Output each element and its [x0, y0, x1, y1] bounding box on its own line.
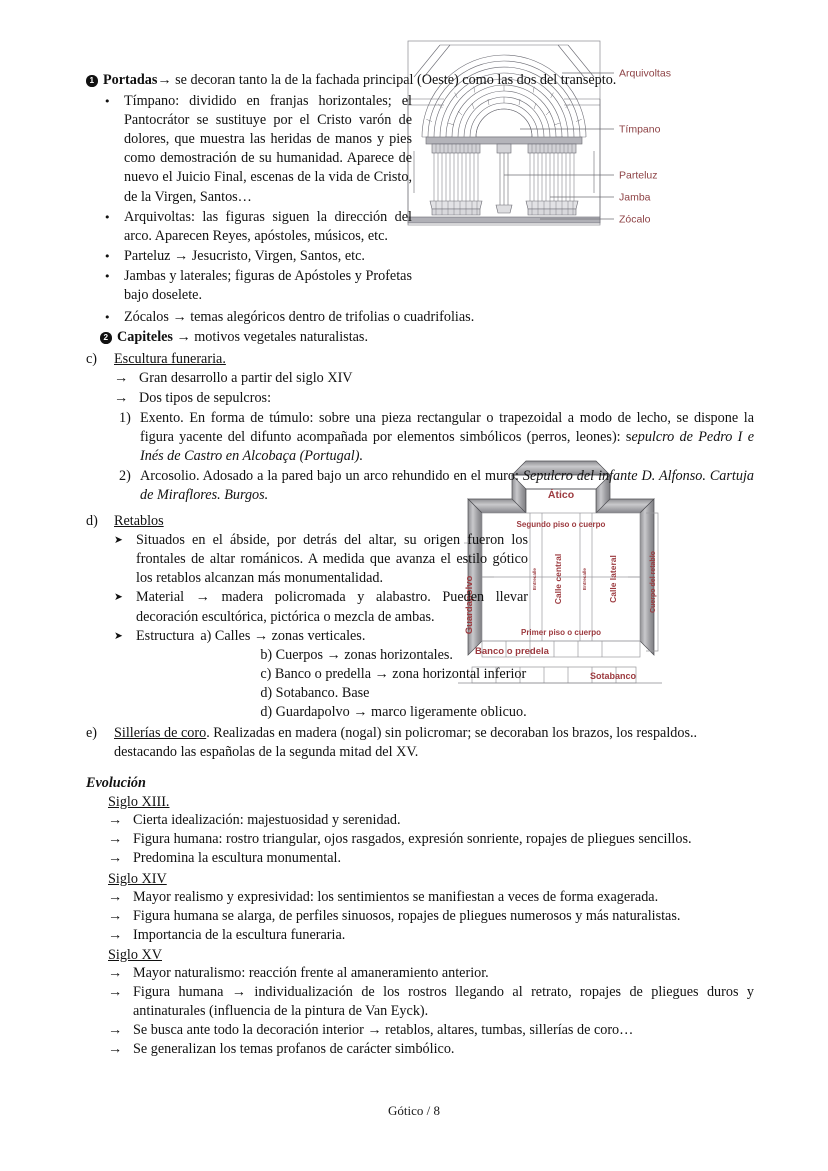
capiteles-title: Capiteles — [117, 329, 173, 346]
list-item-text: Figura humana se alarga, de perfiles sinuosos, ropajes de pliegues numerosos y más naturalistas. — [133, 907, 681, 924]
section-sillerias-text — [114, 724, 754, 762]
arrow-icon: → — [114, 389, 129, 406]
evolucion-heading-text: Siglo XIV — [108, 870, 167, 887]
list-item — [108, 830, 754, 849]
section-title — [114, 512, 754, 531]
list-item — [114, 588, 754, 626]
number-marker-1-icon — [86, 73, 103, 87]
evolucion-heading — [108, 871, 754, 888]
section-title-text: Sillerías de coro — [114, 725, 207, 742]
list-item-text: Se busca ante todo la decoración interior → retablos, altares, tumbas, sillerías de coro… — [133, 1022, 634, 1039]
retablo-label-cuerpo-retablo: Cuerpo del retablo — [650, 551, 657, 613]
list-item-text: Tímpano: dividido en franjas horizontales; el Pantocrátor se sustituye por el Cristo varón de dolores, que muestra las heridas de manos y pies como demostración de su humanidad. Aparece de nuevo el Juicio Final, escenas de la vida de Cristo, de la Virgen, Santos… — [124, 93, 412, 205]
list-item-text: Jambas y laterales; figuras de Apóstoles y Profetas bajo doselete. — [124, 267, 412, 304]
list-item-text — [140, 409, 754, 466]
retablo-label-banco: Banco o predela — [475, 646, 549, 657]
list-item-text: Situados en el ábside, por detrás del altar, su origen fueron los frontales de altar románicos. A medida que avanza el estilo gótico los retablos alcanzan más monumentalidad. — [136, 532, 528, 587]
arrowhead-bullet-icon: ➤ — [114, 591, 123, 604]
list-item — [108, 983, 754, 1021]
list-item-text: Figura humana: rostro triangular, ojos rasgados, expresión sonriente, ropajes de pliegues sencillos. — [133, 831, 692, 848]
portadas-arrow-icon: → — [157, 72, 172, 88]
list-item — [108, 1040, 754, 1059]
arrow-icon: → — [108, 831, 123, 848]
bullet-icon: • — [104, 95, 111, 109]
retablo-label-calle-central: Calle central — [553, 553, 563, 605]
list-item-text — [140, 467, 754, 505]
list-item-text-italic: epulcro de Pedro I e Inés de Castro en Alcobaça (Portugal). — [140, 428, 754, 464]
bullet-icon: • — [104, 249, 111, 263]
figure-label-parteluz: Parteluz — [619, 169, 658, 182]
list-item-text: Arquivoltas: las figuras siguen la dirección del arco. Aparecen Reyes, apóstoles, músicos, etc. — [124, 208, 412, 244]
list-item — [114, 369, 754, 388]
number-marker-2-value: 2 — [100, 332, 112, 344]
list-item-text: Zócalos → temas alegóricos dentro de trifolias o cuadrifolias. — [124, 309, 475, 326]
portadas-heading — [103, 71, 754, 90]
list-letter: e) — [86, 725, 98, 742]
portadas-title: Portadas — [103, 72, 158, 88]
list-item-text: Importancia de la escultura funeraria. — [133, 926, 346, 943]
evolucion-heading — [108, 947, 754, 964]
list-item — [86, 208, 754, 246]
estructura-item: a) Calles → zonas verticales. — [200, 627, 366, 644]
section-retablos — [86, 512, 754, 722]
section-title — [114, 350, 754, 369]
document-body — [86, 67, 754, 1059]
portadas-bullet-list — [86, 92, 754, 327]
list-item — [114, 389, 754, 408]
list-item — [108, 926, 754, 945]
arrow-icon: → — [108, 888, 123, 905]
list-item-text: Cierta idealización: majestuosidad y serenidad. — [133, 812, 401, 829]
arrow-icon: → — [108, 1041, 123, 1058]
evolucion-heading-text: Siglo XV — [108, 946, 162, 963]
evolucion-heading — [108, 794, 754, 811]
figure-label-jamba: Jamba — [619, 191, 651, 204]
list-item-estructura — [114, 627, 754, 722]
list-item-text: Figura humana → individualización de los rostros llegando al retrato, ropajes de pliegues duros y antinaturales (influencia de la pintura de Van Eyck). — [133, 983, 754, 1020]
bullet-icon: • — [104, 269, 111, 283]
section-title-text: Escultura funeraria. — [114, 351, 226, 368]
list-item-text-plain: Arcosolio. Adosado a la pared bajo un arco rehundido en el muro: — [140, 467, 523, 484]
retablo-label-guardapolvo: Guardapolvo — [464, 575, 475, 635]
section-title-text: Retablos — [114, 513, 164, 530]
list-item-text-plain: Exento. En forma de túmulo: sobre una pieza rectangular o trapezoidal a modo de lecho, se dispone la figura yacente del difunto acompañada por elementos simbólicos (perros, leones): s — [140, 409, 754, 445]
list-item — [114, 409, 754, 466]
list-item — [108, 849, 754, 868]
bullet-icon: • — [104, 311, 111, 325]
retablo-label-segundo-piso: Segundo piso o cuerpo — [516, 520, 606, 529]
bullet-icon: • — [104, 210, 111, 224]
retablo-label-atico: Ático — [547, 489, 575, 501]
section-sillerias-body: . Realizadas en madera (nogal) sin policromar; se decoraban los brazos, los respaldos.. destacando las españolas de la segunda mitad del XV. — [114, 725, 698, 761]
estructura-item: d) Sotabanco. Base — [260, 684, 370, 701]
page-footer: Gótico / 8 — [388, 1103, 440, 1118]
estructura-label: Estructura — [136, 627, 195, 644]
number-marker-1-value: 1 — [86, 75, 98, 87]
retablo-label-entrecalle-2: Entrecalle — [582, 568, 587, 590]
list-item — [108, 888, 754, 907]
retablo-label-entrecalle-1: Entrecalle — [532, 568, 537, 590]
list-item-text: Mayor naturalismo: reacción frente al amaneramiento anterior. — [133, 964, 489, 981]
portadas-lead: se decoran tanto la de la fachada principal (Oeste) como las dos del transepto. — [171, 72, 617, 88]
arrow-icon: → — [114, 370, 129, 387]
arrow-icon: → — [108, 907, 123, 924]
list-item — [108, 907, 754, 926]
retablo-label-primer-piso: Primer piso o cuerpo — [520, 628, 602, 637]
list-item-text: Predomina la escultura monumental. — [133, 850, 342, 867]
list-item — [86, 308, 754, 327]
estructura-item: c) Banco o predella → zona horizontal inferior — [260, 665, 527, 682]
list-item-text-italic: Sepulcro del infante D. Alfonso. Cartuja de Miraflores. Burgos. — [140, 467, 754, 503]
figure-label-timpano: Tímpano — [619, 123, 661, 136]
list-item — [108, 811, 754, 830]
list-item — [108, 1021, 754, 1040]
arrow-icon: → — [108, 1022, 123, 1039]
arrow-icon: → — [108, 812, 123, 829]
evolucion-group-xiv — [86, 871, 754, 945]
arrowhead-bullet-icon: ➤ — [114, 629, 123, 642]
list-item-text: Se generalizan los temas profanos de carácter simbólico. — [133, 1041, 455, 1058]
list-item — [108, 964, 754, 983]
list-item-text: Dos tipos de sepulcros: — [139, 389, 272, 406]
list-item-text: Gran desarrollo a partir del siglo XIV — [139, 370, 353, 387]
estructura-item: d) Guardapolvo → marco ligeramente oblicuo. — [260, 704, 527, 720]
list-item — [114, 531, 754, 588]
figure-label-arquivoltas: Arquivoltas — [619, 67, 671, 80]
arrow-icon: → — [108, 964, 123, 981]
list-item — [86, 247, 754, 266]
arrow-icon: → — [108, 850, 123, 867]
retablo-label-calle-lateral: Calle lateral — [608, 555, 618, 603]
estructura-item: b) Cuerpos → zonas horizontales. — [260, 646, 453, 663]
list-letter: d) — [86, 513, 98, 530]
estructura-block — [136, 627, 754, 722]
evolucion-group-xv — [86, 947, 754, 1059]
list-item-text: Mayor realismo y expresividad: los sentimientos se manifiestan a veces de forma exagerada. — [133, 888, 659, 905]
list-item — [86, 267, 754, 305]
portadas-heading-row — [86, 71, 754, 90]
capiteles-heading — [117, 328, 754, 347]
figure-label-zocalo: Zócalo — [619, 213, 651, 226]
evolucion-group-xiii — [86, 794, 754, 868]
arrow-icon: → — [108, 983, 123, 1000]
list-item — [114, 467, 754, 505]
section-sillerias — [86, 724, 754, 762]
list-number: 1) — [119, 409, 131, 426]
capiteles-text: → motivos vegetales naturalistas. — [172, 329, 369, 346]
list-number: 2) — [119, 467, 131, 484]
number-marker-2-icon — [100, 330, 117, 344]
capiteles-heading-row — [100, 328, 754, 347]
arrow-icon: → — [108, 926, 123, 943]
list-item — [86, 92, 754, 207]
list-item-text: Material → madera policromada y alabastro. Pueden llevar decoración escultórica, pictórica o mezcla de ambas. — [136, 589, 528, 625]
section-escultura-funeraria — [86, 350, 754, 505]
list-letter: c) — [86, 351, 98, 368]
evolucion-title: Evolución — [86, 775, 146, 792]
list-item-text: Parteluz → Jesucristo, Virgen, Santos, etc. — [124, 247, 365, 264]
evolucion-heading-text: Siglo XIII. — [108, 794, 170, 811]
arrowhead-bullet-icon: ➤ — [114, 534, 123, 547]
retablo-label-sotabanco: Sotabanco — [589, 671, 636, 681]
